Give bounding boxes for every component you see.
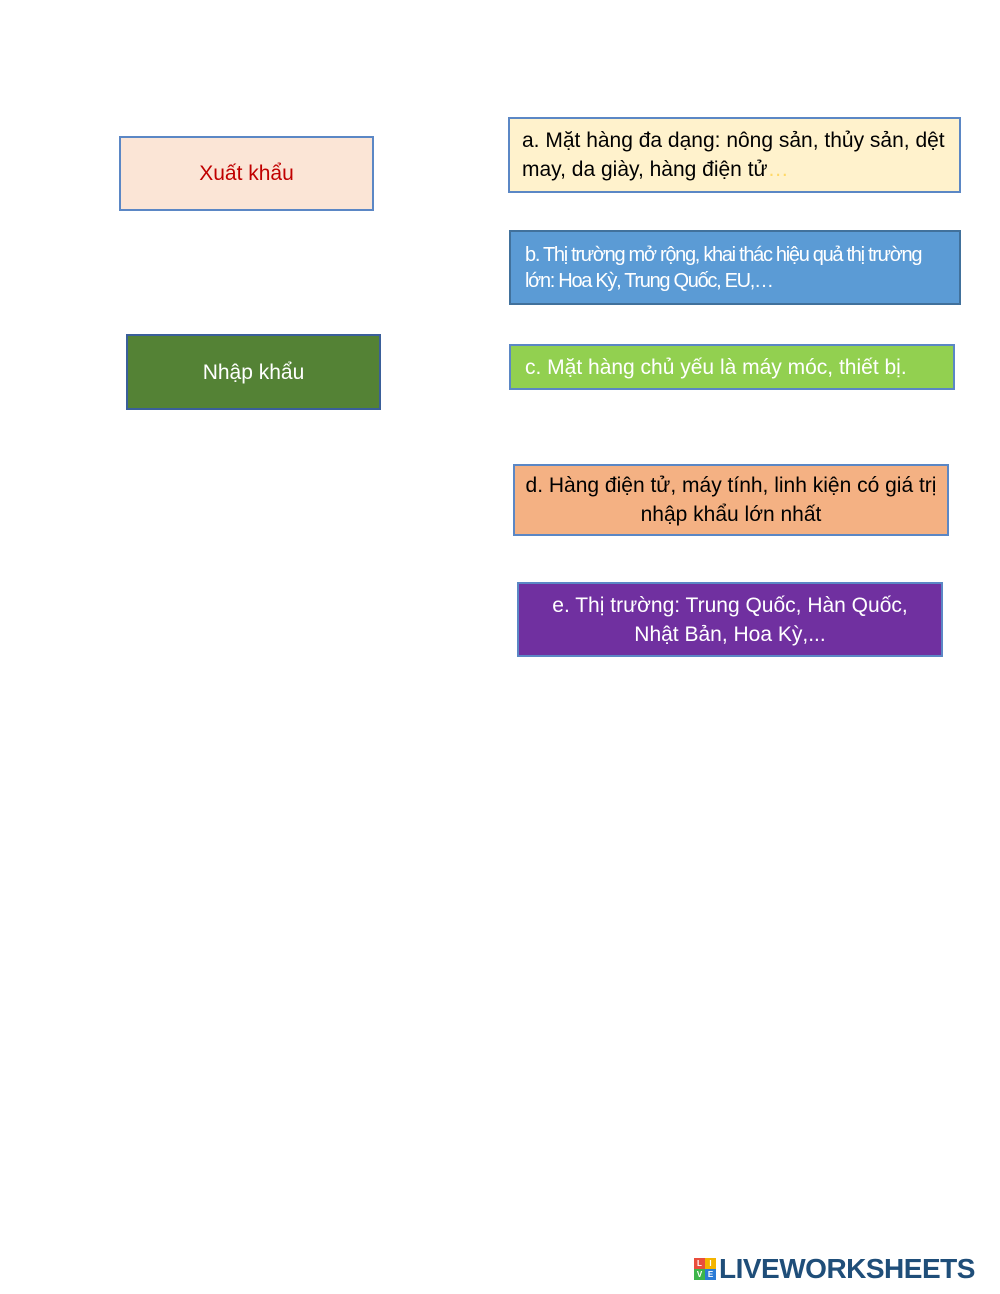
option-b-text: b. Thị trường mở rộng, khai thác hiệu quả thị trường lớn: Hoa Kỳ, Trung Quốc, EU,…	[525, 243, 922, 292]
logo-mark-letter: E	[705, 1269, 716, 1280]
logo-mark-letter: I	[705, 1258, 716, 1269]
logo-mark-letter: V	[694, 1269, 705, 1280]
option-a-text: a. Mặt hàng đa dạng: nông sản, thủy sản, dệt may, da giày, hàng điện tử…	[522, 129, 945, 181]
category-export-label: Xuất khẩu	[199, 162, 294, 185]
option-card-c[interactable]	[509, 344, 955, 390]
liveworksheets-logo	[694, 1254, 975, 1284]
option-a-trail: …	[767, 158, 789, 181]
option-d-text: d. Hàng điện tử, máy tính, linh kiện có giá trị nhập khẩu lớn nhất	[525, 474, 937, 526]
logo-mark-letter: L	[694, 1258, 705, 1269]
option-c-text: c. Mặt hàng chủ yếu là máy móc, thiết bị.	[525, 355, 907, 379]
category-export-dropzone[interactable]	[119, 136, 374, 211]
option-card-a[interactable]	[508, 117, 961, 193]
category-import-label: Nhập khẩu	[202, 360, 305, 384]
option-card-b[interactable]	[509, 230, 961, 305]
category-import-dropzone[interactable]	[126, 334, 381, 410]
logo-text: LIVEWORKSHEETS	[719, 1253, 975, 1284]
option-e-text: e. Thị trường: Trung Quốc, Hàn Quốc, Nhật Bản, Hoa Kỳ,...	[552, 593, 908, 646]
option-card-d[interactable]	[513, 464, 949, 536]
option-card-e[interactable]	[517, 582, 943, 657]
logo-mark-icon	[694, 1258, 716, 1280]
